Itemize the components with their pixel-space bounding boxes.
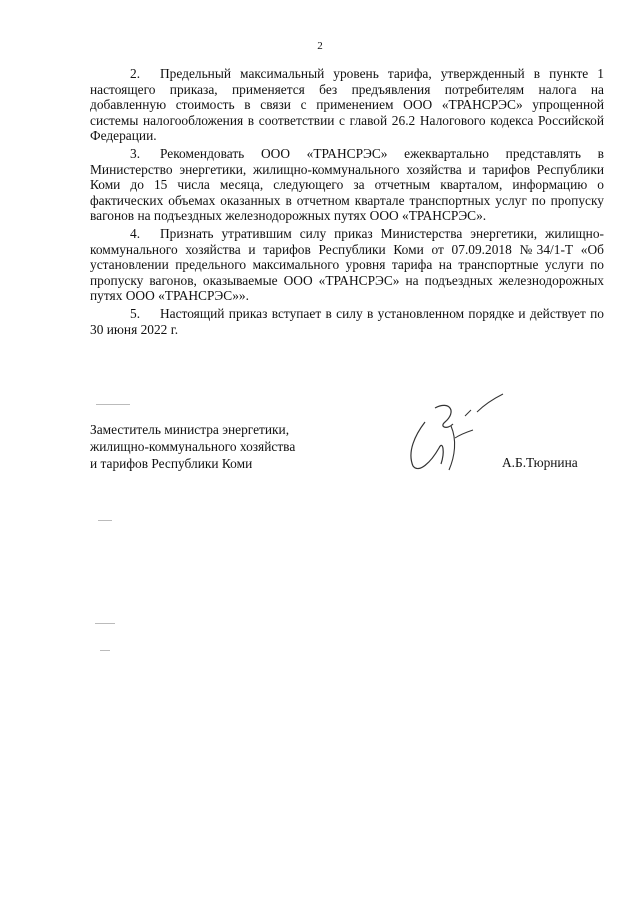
scan-speck: [100, 650, 110, 651]
paragraph-number: 3.: [130, 145, 141, 161]
signatory-position-line: жилищно-коммунального хозяйства: [90, 439, 296, 454]
scan-speck: [98, 520, 112, 521]
body-text: [90, 66, 604, 337]
paragraph-text: Настоящий приказ вступает в силу в установленном порядке и действует по 30 июня 2022 г.: [90, 305, 604, 337]
paragraph-number: 5.: [130, 305, 141, 321]
scan-speck: [96, 404, 130, 405]
signatory-name: А.Б.Тюрнина: [502, 455, 578, 470]
scan-speck: [95, 623, 115, 624]
paragraph-2: [90, 66, 604, 144]
signatory-position-line: Заместитель министра энергетики,: [90, 422, 290, 437]
paragraph-5: [90, 306, 604, 337]
signatory-position-line: и тарифов Республики Коми: [90, 456, 253, 471]
paragraph-number: 2.: [130, 66, 141, 81]
paragraph-3: [90, 146, 604, 224]
paragraph-text: Рекомендовать ООО «ТРАНСРЭС» ежеквартально представлять в Министерство энергетики, жилищно-коммунального хозяйства и тарифов Республики Коми до 15 числа месяца, следующего за отчетным кварталом, информацию о фактических объемах оказанных в отчетном квартале транспортных услуг по пропуску вагонов на подъездных железнодорожных путях ООО «ТРАНСРЭС».: [90, 145, 604, 224]
signatory-position: [90, 421, 370, 472]
paragraph-text: Признать утратившим силу приказ Министерства энергетики, жилищно-коммунального хозяйства и тарифов Республики Коми от 07.09.2018 №34/1-Т «Об установлении предельного максимального уровня тарифа на транспортные услуги по пропуску вагонов, оказываемые ООО «ТРАНСРЭС» на подъездных железнодорожных путях ООО «ТРАНСРЭС»».: [90, 225, 604, 304]
paragraph-text: Предельный максимальный уровень тарифа, утвержденный в пункте 1 настоящего приказа, применяется без предъявления потребителям налога на добавленную стоимость в связи с применением ООО «ТРАНСРЭС» упрощенной системы налогообложения в соответствии с главой 26.2 Налогового кодекса Российской Федерации.: [90, 66, 604, 144]
paragraph-number: 4.: [130, 225, 141, 241]
page-number: 2: [317, 40, 323, 52]
paragraph-4: [90, 226, 604, 304]
